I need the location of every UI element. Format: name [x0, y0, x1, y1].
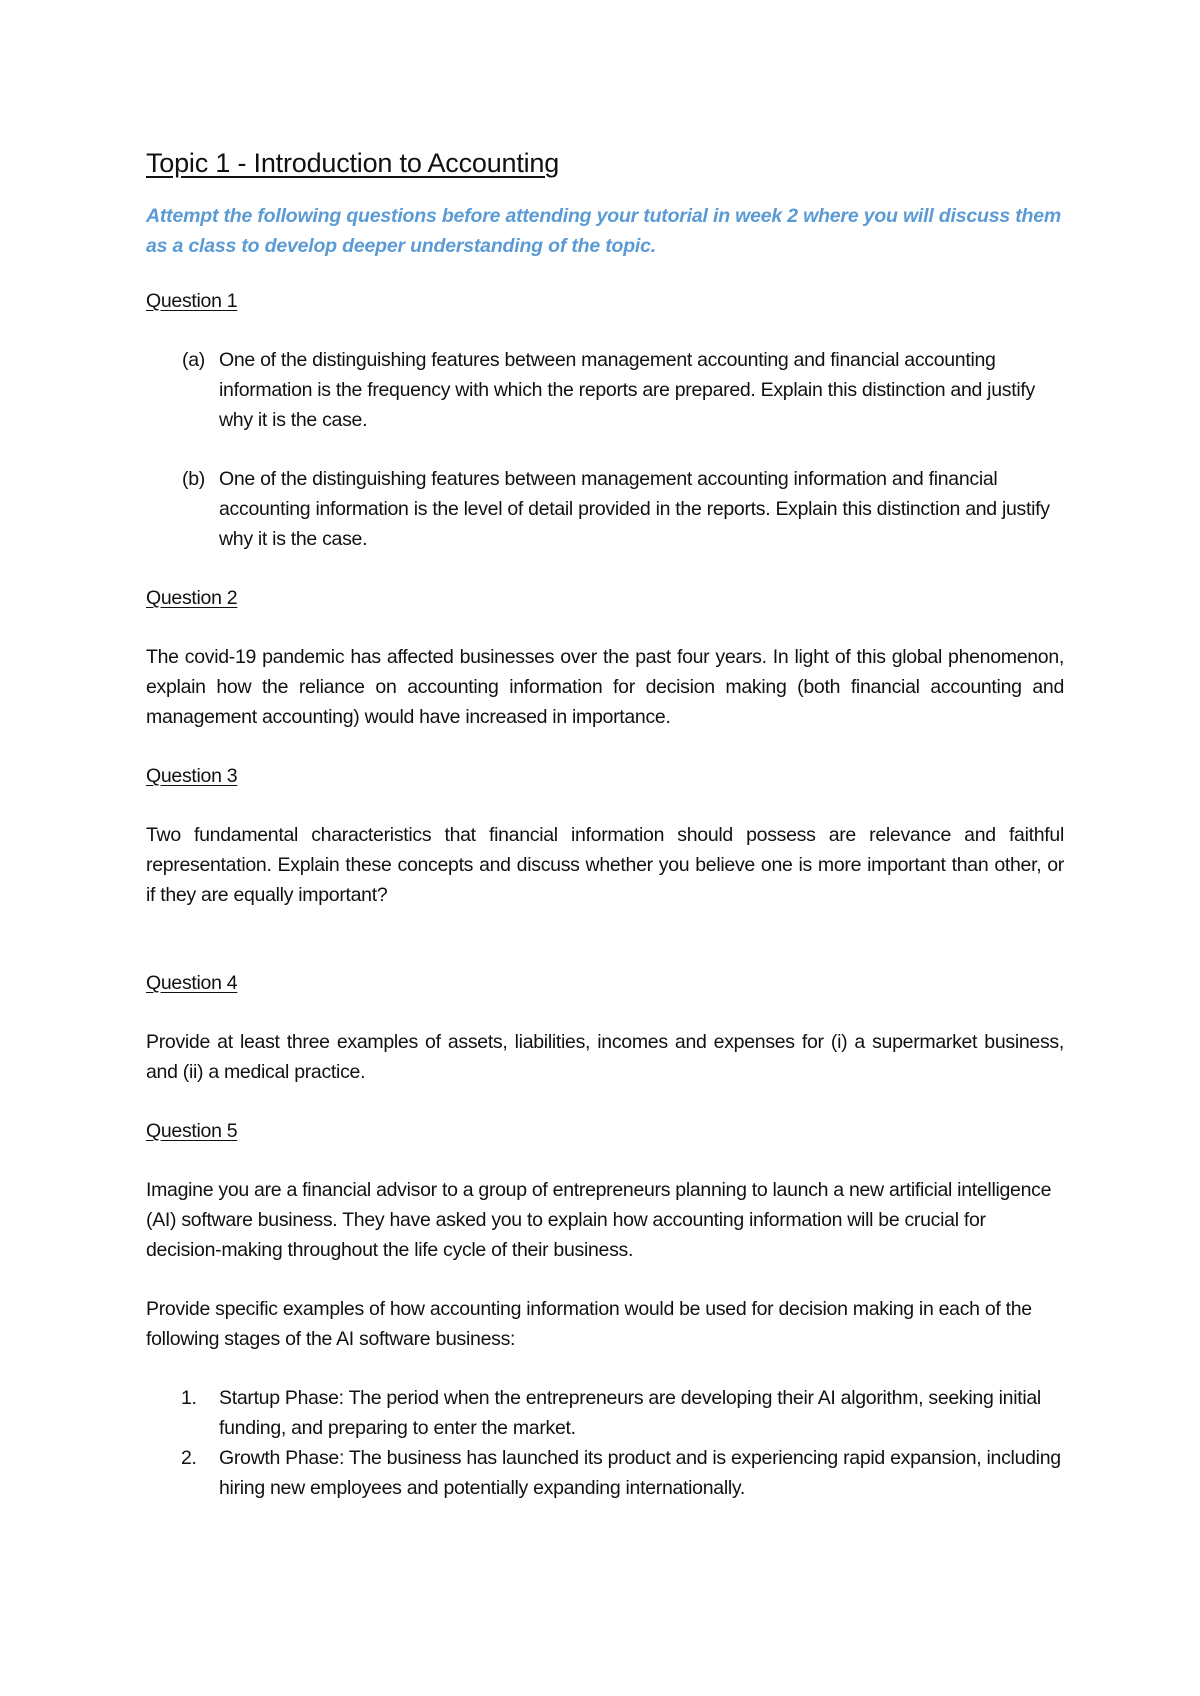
question-1a-marker: (a) — [182, 349, 205, 371]
page-title: Topic 1 - Introduction to Accounting — [146, 148, 560, 178]
list-item-text: Growth Phase: The business has launched its product and is experiencing rapid expansion, including hiring new employees and potentially expanding internationally. — [219, 1447, 1061, 1499]
question-3-heading: Question 3 — [146, 765, 238, 787]
question-1a — [146, 345, 1064, 435]
list-item-number: 1. — [181, 1387, 197, 1409]
document-page — [146, 148, 1064, 1503]
question-1b-marker: (b) — [182, 468, 205, 490]
list-item-text: Startup Phase: The period when the entrepreneurs are developing their AI algorithm, seeking initial funding, and preparing to enter the market. — [219, 1387, 1041, 1439]
question-5-text-1: Imagine you are a financial advisor to a group of entrepreneurs planning to launch a new artificial intelligence (AI) software business. They have asked you to explain how accounting information will be crucial for decision-making throughout the life cycle of their business. — [146, 1179, 1052, 1261]
question-4-heading: Question 4 — [146, 972, 238, 994]
question-5-text-2: Provide specific examples of how accounting information would be used for decision making in each of the following stages of the AI software business: — [146, 1298, 1032, 1350]
question-4-text: Provide at least three examples of assets, liabilities, incomes and expenses for (i) a supermarket business, and (ii) a medical practice. — [146, 1031, 1064, 1083]
list-item — [146, 1443, 1064, 1503]
question-5-stage-list — [146, 1383, 1064, 1503]
question-2-heading: Question 2 — [146, 587, 238, 609]
list-item — [146, 1383, 1064, 1443]
question-1a-text: One of the distinguishing features between management accounting and financial accounting information is the frequency with which the reports are prepared. Explain this distinction and justify why it is the case. — [219, 349, 1035, 431]
question-1-heading: Question 1 — [146, 290, 238, 312]
question-1b — [146, 464, 1064, 554]
question-3-text: Two fundamental characteristics that financial information should possess are relevance and faithful representation. Explain these concepts and discuss whether you believe one is more important than other, or if they are equally important? — [146, 824, 1064, 906]
question-5-heading: Question 5 — [146, 1120, 238, 1142]
intro-instructions: Attempt the following questions before attending your tutorial in week 2 where you will discuss them as a class to develop deeper understanding of the topic. — [146, 205, 1062, 257]
question-1b-text: One of the distinguishing features between management accounting information and financial accounting information is the level of detail provided in the reports. Explain this distinction and justify why it is the case. — [219, 468, 1050, 550]
list-item-number: 2. — [181, 1447, 197, 1469]
question-2-text: The covid-19 pandemic has affected businesses over the past four years. In light of this global phenomenon, explain how the reliance on accounting information for decision making (both financial accounting and management accounting) would have increased in importance. — [146, 646, 1064, 728]
